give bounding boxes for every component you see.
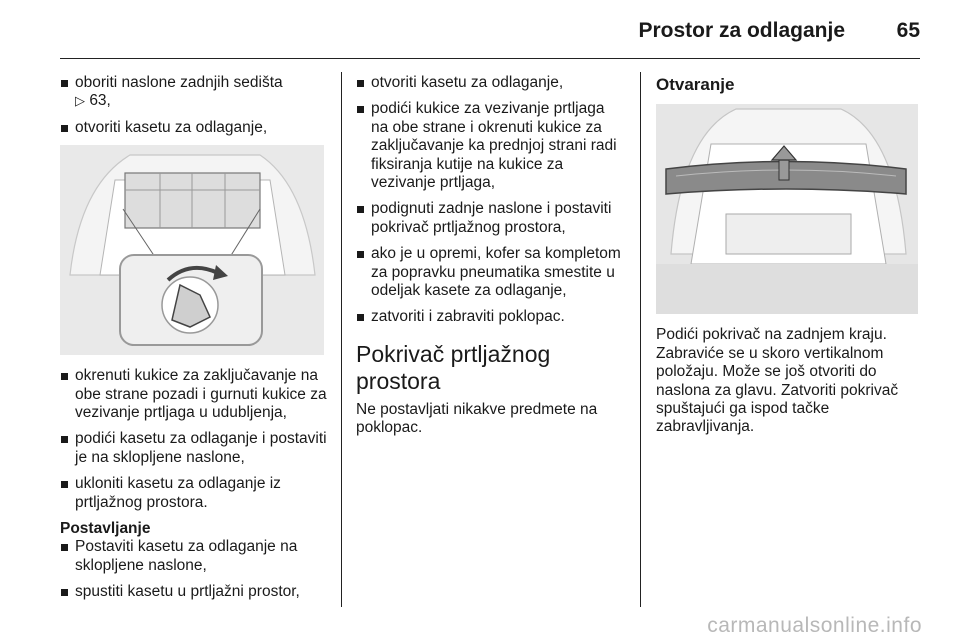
watermark: carmanualsonline.info	[707, 614, 922, 637]
instruction-list	[60, 367, 330, 512]
list-item: ako je u opremi, kofer sa kompletom za popravku pneumatika smestite u odeljak kasete za odlaganje,	[356, 245, 626, 300]
list-item: podići kukice za vezivanje prtljaga na obe strane i okrenuti kukice za zaključavanje ka prednjoj strani radi fiksiranja kutije na kukice za vezivanje prtljaga,	[356, 100, 626, 192]
list-item: podignuti zadnje naslone i postaviti pokrivač prtljažnog prostora,	[356, 200, 626, 237]
list-item: oboriti naslone zadnjih sedišta ▷ 63,	[60, 74, 330, 111]
page-reference[interactable]: ▷ 63,	[75, 92, 111, 110]
column-1	[60, 74, 330, 610]
section-heading: Pokrivač prtljažnog prostora	[356, 340, 551, 394]
column-2	[356, 74, 626, 438]
instruction-list	[60, 74, 330, 137]
section-heading: Otvaranje	[656, 75, 735, 94]
luggage-cover-illustration	[656, 104, 918, 314]
page-number: 65	[896, 19, 920, 42]
list-item: Postaviti kasetu za odlaganje na sklopljene naslone,	[60, 538, 330, 575]
page-title: Prostor za odlaganje	[638, 19, 845, 42]
triangle-arrow-right-icon: ▷	[75, 93, 85, 109]
list-item: okrenuti kukice za zaključavanje na obe strane pozadi i gurnuti kukice za vezivanje prtljaga u udubljenja,	[60, 367, 330, 422]
page-header	[60, 0, 920, 59]
list-item: spustiti kasetu u prtljažni prostor,	[60, 583, 330, 601]
storage-tray-hooks-illustration	[60, 145, 324, 355]
list-item: otvoriti kasetu za odlaganje,	[60, 119, 330, 137]
instruction-list	[60, 538, 330, 601]
column-divider	[640, 72, 641, 607]
paragraph: Podići pokrivač na zadnjem kraju. Zabraviće se u skoro vertikalnom položaju. Može se još otvoriti do naslona za glavu. Zatvoriti pokrivač spuštajući ga ispod tačke zabravljivanja.	[656, 326, 899, 436]
list-item: zatvoriti i zabraviti poklopac.	[356, 308, 626, 326]
column-3	[656, 74, 922, 437]
column-divider	[341, 72, 342, 607]
list-item: ukloniti kasetu za odlaganje iz prtljažnog prostora.	[60, 475, 330, 512]
paragraph: Ne postavljati nikakve predmete na poklopac.	[356, 400, 598, 437]
list-item: otvoriti kasetu za odlaganje,	[356, 74, 626, 92]
list-item: podići kasetu za odlaganje i postaviti je na sklopljene naslone,	[60, 430, 330, 467]
instruction-list	[356, 74, 626, 327]
section-subheading: Postavljanje	[60, 520, 151, 538]
